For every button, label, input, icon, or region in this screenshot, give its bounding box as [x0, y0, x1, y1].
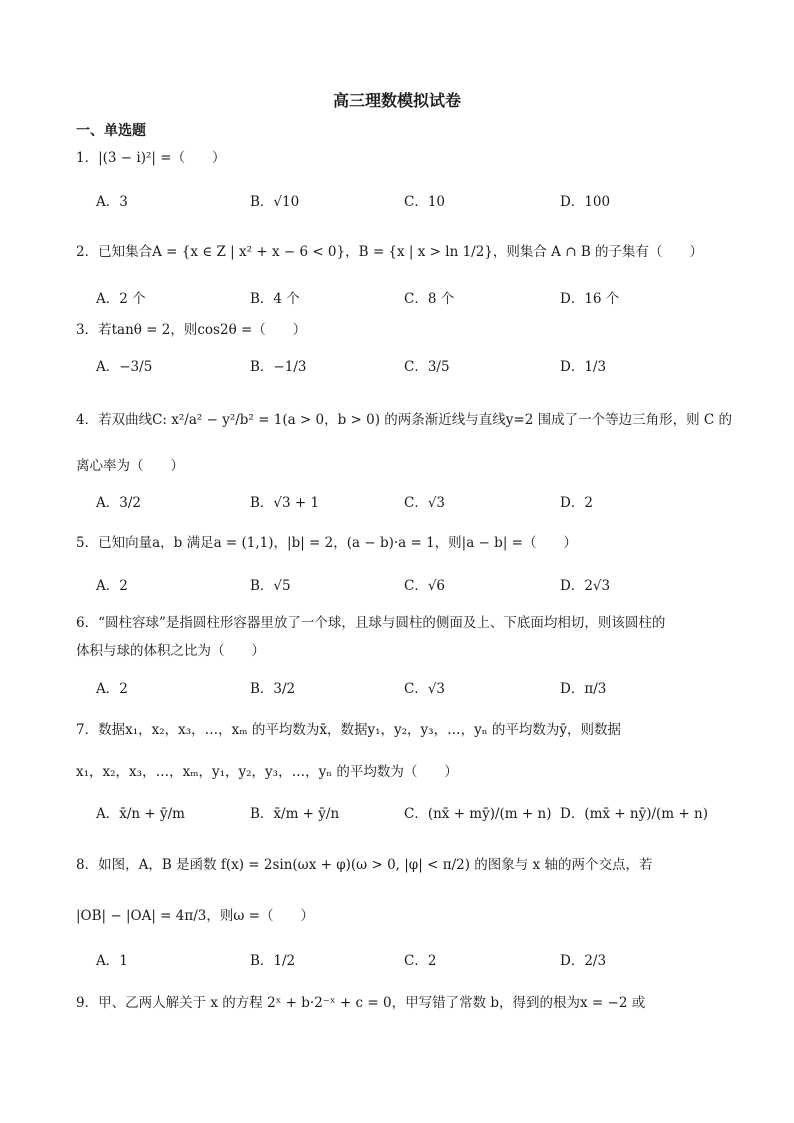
- option-c: C．3/5: [404, 359, 450, 375]
- option-a: A．2: [96, 681, 128, 697]
- question-8: [76, 855, 652, 875]
- page-title: 高三理数模拟试卷: [332, 91, 461, 110]
- option-a: A．−3/5: [96, 359, 153, 375]
- option-c: C．√3: [404, 681, 446, 697]
- option-b: B．3/2: [250, 681, 296, 697]
- question-9: [76, 993, 645, 1013]
- question-4-line-2: 离心率为（ ）: [76, 458, 184, 474]
- question-3: [76, 320, 306, 340]
- option-c: C．(nx̄ + mȳ)/(m + n): [404, 806, 552, 822]
- question-number: 5．: [76, 535, 99, 551]
- option-c: C．√3: [404, 495, 446, 511]
- question-stem: 甲、乙两人解关于 x 的方程 2ˣ + b·2⁻ˣ + c = 0，甲写错了常数 b，得到的根为x = −2 或: [98, 995, 646, 1011]
- question-stem: 如图，A，B 是函数 f(x) = 2sin(ωx + φ)(ω > 0, |φ| < π/2) 的图象与 x 轴的两个交点，若: [98, 857, 653, 873]
- option-b: B．1/2: [250, 953, 296, 969]
- question-stem: 若双曲线C: x²/a² − y²/b² = 1(a > 0，b > 0) 的两条渐近线与直线y=2 围成了一个等边三角形，则 C 的: [98, 412, 733, 428]
- option-d: D．16 个: [560, 291, 620, 307]
- question-number: 9．: [76, 995, 99, 1011]
- option-b: B．−1/3: [250, 359, 307, 375]
- option-b: B．x̄/m + ȳ/n: [250, 806, 340, 822]
- section-heading: 一、单选题: [76, 123, 146, 139]
- question-number: 3．: [76, 322, 99, 338]
- option-c: C．8 个: [404, 291, 455, 307]
- question-7-line-2: x₁，x₂，x₃，…，xₘ，y₁，y₂，y₃，…，yₙ 的平均数为（ ）: [76, 764, 458, 780]
- option-a: A．1: [96, 953, 128, 969]
- question-number: 2．: [76, 244, 99, 260]
- question-7: [76, 720, 621, 740]
- option-a: A．2 个: [96, 291, 146, 307]
- option-d: D．(mx̄ + nȳ)/(m + n): [560, 806, 708, 822]
- option-a: A．x̄/n + ȳ/m: [96, 806, 185, 822]
- option-d: D．2: [560, 495, 593, 511]
- option-c: C．2: [404, 953, 437, 969]
- option-b: B．√3 + 1: [250, 495, 320, 511]
- question-stem: 已知向量a，b 满足a = (1,1)，|b| = 2，(a − b)·a = 1，则|a − b| =（ ）: [98, 535, 577, 551]
- option-d: D．π/3: [560, 681, 607, 697]
- question-stem: 若tanθ = 2，则cos2θ =（ ）: [98, 322, 307, 338]
- option-a: A．2: [96, 578, 128, 594]
- option-b: B．4 个: [250, 291, 300, 307]
- question-6-line-2: 体积与球的体积之比为（ ）: [76, 643, 265, 659]
- option-a: A．3/2: [96, 495, 141, 511]
- question-number: 8．: [76, 857, 99, 873]
- option-b: B．√5: [250, 578, 291, 594]
- option-c: C．√6: [404, 578, 446, 594]
- option-b: B．√10: [250, 194, 300, 210]
- question-stem: 数据x₁，x₂，x₃，…，xₘ 的平均数为x̄，数据y₁，y₂，y₃，…，yₙ 的平均数为ȳ，则数据: [98, 722, 621, 738]
- option-d: D．100: [560, 194, 611, 210]
- question-stem: “圆柱容球”是指圆柱形容器里放了一个球，且球与圆柱的侧面及上、下底面均相切，则该圆柱的: [98, 615, 666, 631]
- question-6: [76, 613, 665, 633]
- question-5: [76, 533, 577, 553]
- question-number: 7．: [76, 722, 99, 738]
- option-d: D．1/3: [560, 359, 607, 375]
- question-1: [76, 148, 226, 168]
- question-8-line-2: |OB| − |OA| = 4π/3，则ω =（ ）: [76, 908, 314, 924]
- option-d: D．2√3: [560, 578, 611, 594]
- question-number: 4．: [76, 412, 99, 428]
- question-stem: |(3 − i)²| =（ ）: [98, 150, 226, 166]
- question-number: 1．: [76, 150, 99, 166]
- question-2: [76, 242, 703, 262]
- option-a: A．3: [96, 194, 128, 210]
- question-number: 6．: [76, 615, 99, 631]
- option-d: D．2/3: [560, 953, 607, 969]
- question-stem: 已知集合A = {x ∈ Z | x² + x − 6 < 0}，B = {x | x > ln 1/2}，则集合 A ∩ B 的子集有（ ）: [98, 244, 704, 260]
- option-c: C．10: [404, 194, 446, 210]
- question-4: [76, 410, 732, 430]
